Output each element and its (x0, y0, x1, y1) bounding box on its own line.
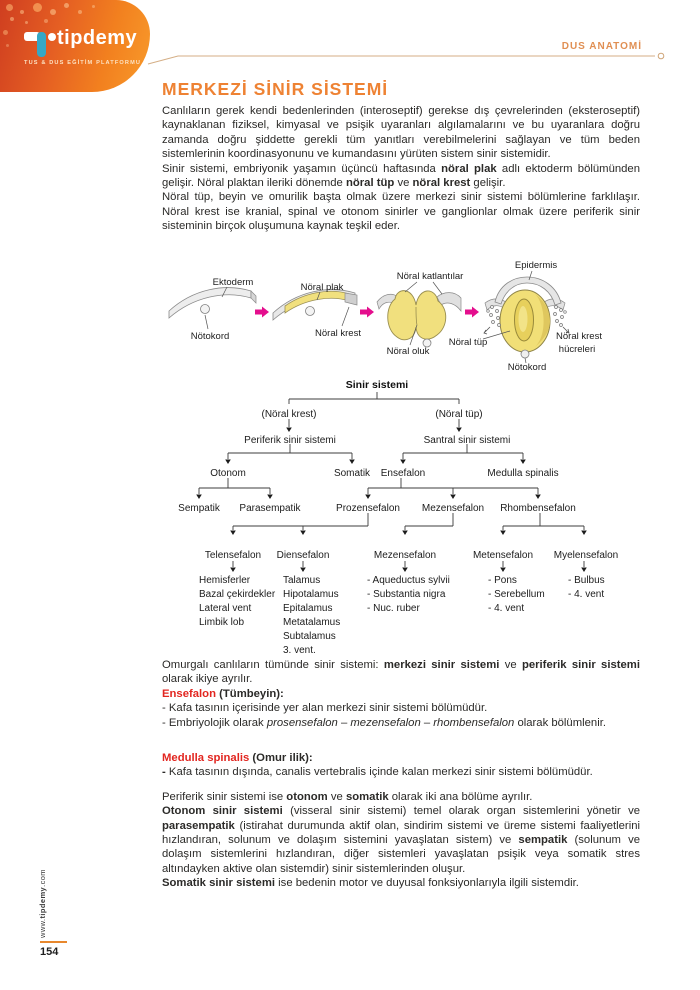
label-epidermis: Epidermis (514, 260, 558, 271)
neural-canal-highlight (519, 306, 528, 332)
decorative-dot (44, 19, 48, 23)
tree-node-rhombensefalon: Rhombensefalon (500, 503, 576, 514)
brand-tagline: TUS & DUS EĞİTİM PLATFORMU (24, 60, 142, 66)
tree-node-periferik: Periferik sinir sistemi (244, 435, 336, 446)
figure-stage-noral-tup (449, 260, 603, 373)
tree-node-telensefalon: Telensefalon (204, 550, 262, 561)
tree-list-telensefalon (199, 575, 276, 628)
body-paragraph-otonom: Otonom sinir sistemi (visseral sinir sistemi) temel olarak organ sistemlerini yönetir ve parasempatik (istirahat durumunda aktif olan, sindirim sistemi ve üreme sistemi faaliyetlerini hızlandıran, solunum ve dolaşım sistemini yavaşlatan sistem) ve sempatik (solunum ve dolaşım sistemlerini hızlandıran, diğer sistemleri yavaşlatan psişik veya somatik stres altındayken aktive olan sistemdir) sinir sistemlerinden oluşur. (162, 805, 641, 875)
heading-medulla-spinalis: Medulla spinalis (Omur ilik): (162, 752, 313, 765)
label-noral-krest: Nöral krest (315, 328, 361, 339)
list-item: Subtalamus (283, 631, 336, 642)
decorative-dot (3, 30, 8, 35)
stage-arrow-icon (255, 307, 269, 318)
intro-paragraph-2: Sinir sistemi, embriyonik yaşamın üçüncü haftasında nöral plak adlı ektoderm bölümünden gelişir. Nöral plaktan ileriki dönemde nöral tüp ve nöral krest gelişir. (162, 162, 640, 190)
brand-name: tipdemy (57, 27, 138, 49)
list-item: - Pons (488, 575, 517, 586)
body-text-block (162, 658, 640, 891)
ektoderm-edge-shape (251, 291, 256, 303)
tree-node-medulla-spinalis: Medulla spinalis (487, 468, 559, 479)
tree-node-sinir-sistemi: Sinir sistemi (345, 379, 409, 391)
decorative-dot (25, 21, 28, 24)
tree-node-mezensefalon: Mezensefalon (421, 503, 485, 514)
decorative-dot (64, 3, 69, 8)
neural-tube-development-figure (165, 255, 665, 380)
tree-node-metensefalon: Metensefalon (472, 550, 534, 561)
neural-crest-edge-shape (345, 293, 357, 305)
list-item: - Aqueductus sylvii (367, 575, 450, 586)
tree-node-ensefalon: Ensefalon (380, 468, 426, 479)
list-item: - 4. vent (568, 589, 605, 600)
label-noral-krest-hucreleri-2: hücreleri (558, 344, 596, 355)
notochord-shape (201, 305, 210, 314)
tree-list-diensefalon (283, 575, 340, 656)
label-noral-tup: Nöral tüp (448, 337, 488, 348)
list-item: Bazal çekirdekler (199, 589, 276, 600)
tree-node-mezensefalon-2: Mezensefalon (373, 550, 437, 561)
figure-stage-ektoderm (169, 277, 256, 342)
stage-arrow-icon (360, 307, 374, 318)
tree-list-myelensefalon (568, 575, 605, 600)
decorative-dot (33, 3, 42, 12)
list-item: - Serebellum (488, 589, 545, 600)
label-noral-krest-hucreleri-1: Nöral krest (556, 331, 602, 342)
body-paragraph-kafa-tasi-ici: - Kafa tasının içerisinde yer alan merkezi sinir sistemi bölümüdür. (162, 702, 488, 715)
page-title: MERKEZİ SİNİR SİSTEMİ (162, 79, 389, 99)
tree-node-noral-krest: (Nöral krest) (261, 409, 317, 420)
decorative-dot (10, 17, 14, 21)
decorative-dot (50, 9, 56, 15)
list-item: Epitalamus (283, 603, 333, 614)
header-rule-end-dot (658, 53, 664, 59)
tree-node-myelensefalon: Myelensefalon (553, 550, 619, 561)
tree-list-metensefalon (488, 575, 545, 614)
body-paragraph-omurgali: Omurgalı canlıların tümünde sinir sistemi: merkezi sinir sistemi ve periferik sinir sistemi olarak ikiye ayrılır. (162, 659, 640, 686)
nervous-system-tree-figure (160, 373, 650, 663)
logo-mark-dot-icon (48, 33, 56, 41)
logo-mark-stem-icon (37, 32, 46, 57)
label-noral-katlantilar: Nöral katlantılar (396, 271, 464, 282)
tree-list-mezensefalon (367, 575, 450, 614)
intro-paragraph-3: Nöral tüp, beyin ve omurilik başta olmak üzere merkezi sinir sistemi bölümlerine farklılaşır. Nöral krest ise kranial, spinal ve otonom sinirler ve ganglionlar olmak üzere periferik sinir sisteminin birçok oluşumuna kaynak teşkil eder. (162, 191, 640, 233)
page-number: 154 (40, 946, 59, 958)
stage-arrow-icon (465, 307, 479, 318)
doc-label: DUS ANATOMİ (561, 41, 642, 52)
figure-stage-noral-plak (273, 282, 361, 339)
header-rule-line (148, 56, 655, 64)
tree-node-parasempatik: Parasempatik (239, 503, 301, 514)
neural-plate-shape (285, 291, 349, 313)
ektoderm-sheet-shape (169, 288, 251, 318)
label-notokord-1: Nötokord (190, 331, 230, 342)
list-item: Hemisferler (199, 575, 251, 586)
tree-node-santral: Santral sinir sistemi (423, 435, 511, 446)
intro-text-block (162, 104, 640, 234)
notochord-shape (521, 350, 529, 358)
list-item: Talamus (283, 575, 321, 586)
tree-connector-lines (199, 392, 584, 567)
neural-crest-cells-right (554, 306, 567, 327)
list-item: 3. vent. (283, 645, 316, 656)
list-item: Hipotalamus (283, 589, 339, 600)
label-notokord-2: Nötokord (507, 362, 547, 373)
label-noral-plak: Nöral plak (300, 282, 344, 293)
list-item: - Bulbus (568, 575, 605, 586)
list-item: Limbik lob (199, 617, 245, 628)
pointer-line (205, 315, 208, 329)
body-paragraph-periferik: Periferik sinir sistemi ise otonom ve somatik olarak iki ana bölüme ayrılır. (162, 790, 533, 803)
tree-node-noral-tup: (Nöral tüp) (435, 409, 483, 420)
list-item: Metatalamus (283, 617, 341, 628)
sidebar-rule (40, 941, 67, 943)
list-item: - Substantia nigra (367, 589, 446, 600)
decorative-dot (92, 5, 95, 8)
tree-node-somatik: Somatik (333, 468, 371, 479)
sidebar-website: www.tipdemy.com (38, 869, 47, 938)
label-noral-oluk: Nöral oluk (386, 346, 430, 357)
label-ektoderm: Ektoderm (212, 277, 254, 288)
neural-groove-body-shape (388, 291, 446, 340)
tree-node-diensefalon: Diensefalon (276, 550, 330, 561)
heading-ensefalon: Ensefalon (Tümbeyin): (162, 687, 284, 700)
body-paragraph-somatik: Somatik sinir sistemi ise bedenin motor ve duyusal fonksiyonlarıyla ilgili sistemdir. (162, 877, 579, 890)
brand-logo-block (0, 0, 150, 92)
decorative-dot (6, 44, 9, 47)
list-item: - Nuc. ruber (367, 603, 420, 614)
tree-node-sempatik: Sempatik (178, 503, 220, 514)
body-paragraph-embriyolojik: - Embriyolojik olarak prosensefalon – mezensefalon – rhombensefalon olarak bölümlenir. (162, 716, 606, 729)
list-item: Lateral vent (199, 603, 252, 614)
pointer-line (342, 307, 349, 326)
notochord-shape (306, 307, 315, 316)
decorative-dot (20, 10, 24, 14)
tree-node-otonom: Otonom (210, 468, 246, 479)
list-item: - 4. vent (488, 603, 525, 614)
decorative-dot (78, 10, 82, 14)
decorative-dot (6, 4, 13, 11)
crest-migration-arrow (484, 327, 490, 334)
intro-paragraph-1: Canlıların gerek kendi bedenlerinden (interoseptif) gerekse dış çevrelerinden (eksteroseptif) kaynaklanan fiziksel, kimyasal ve psişik uyaranları algılamalarını ve bu uyaranlara doğru zamanda doğru şiddette gerekli tüm yanıtları verebilmelerini sağlayan ve tüm beden sistemlerinin koordinasyonunu ve kumandasını yürüten sistem sinir sistemidir. (162, 105, 640, 161)
tree-node-prozensefalon: Prozensefalon (336, 503, 400, 514)
body-paragraph-kafa-tasi-disi: - Kafa tasının dışında, canalis vertebralis içinde kalan merkezi sinir sistemi bölümüdür. (162, 766, 593, 779)
